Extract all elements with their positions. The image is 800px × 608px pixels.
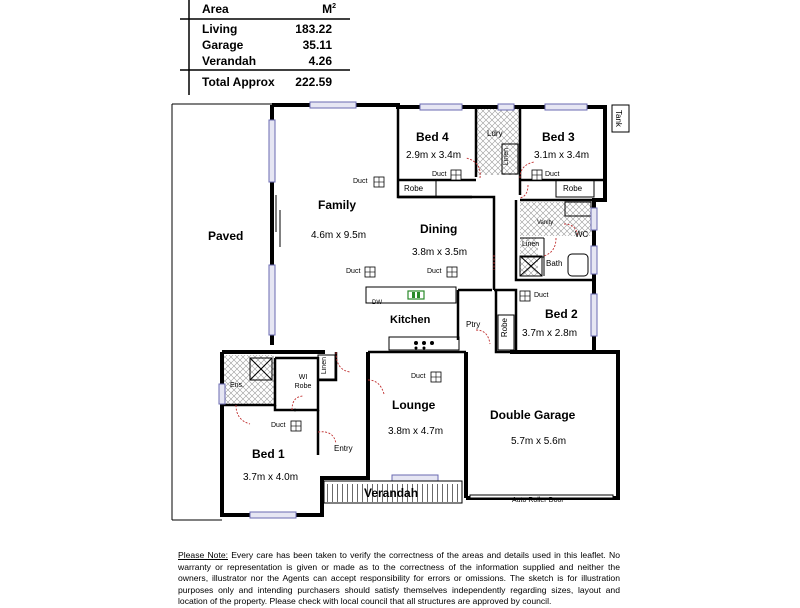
- area-row-value: 4.26: [308, 54, 332, 68]
- area-row-value: 183.22: [295, 22, 332, 36]
- area-header-label: Area: [202, 2, 229, 16]
- bed1-name: Bed 1: [252, 447, 285, 461]
- bed4-name: Bed 4: [416, 130, 449, 144]
- duct-label: Duct: [353, 178, 368, 185]
- ens-label: Ens.: [230, 382, 245, 389]
- wi-robe-label: WI Robe: [294, 374, 312, 390]
- bed3-name: Bed 3: [542, 130, 575, 144]
- area-total-label: Total Approx: [202, 75, 275, 89]
- bed2-name: Bed 2: [545, 307, 578, 321]
- dw-label: DW: [372, 300, 382, 306]
- area-row-label: Living: [202, 22, 238, 36]
- duct-label: Duct: [534, 292, 549, 299]
- lounge-size: 3.8m x 4.7m: [388, 426, 444, 437]
- wc-label: WC: [575, 230, 589, 239]
- disclaimer: [178, 550, 620, 608]
- lounge-name: Lounge: [392, 398, 436, 412]
- area-row-value: 35.11: [302, 38, 332, 52]
- robe-label-bed2: Robe: [500, 318, 509, 338]
- duct-label: Duct: [432, 171, 447, 178]
- dining-name: Dining: [420, 222, 458, 236]
- linen-label-entry: Linen: [321, 357, 328, 375]
- bed2-size: 3.7m x 2.8m: [522, 328, 578, 339]
- linen-label-ldry: Linen: [503, 148, 510, 166]
- paved-label: Paved: [208, 229, 244, 243]
- area-total-value: 222.59: [295, 75, 332, 89]
- vanity-label: Vanity: [537, 220, 554, 226]
- duct-label: Duct: [346, 268, 361, 275]
- robe-label-bed4: Robe: [404, 184, 424, 193]
- fixture-lines: [250, 105, 629, 498]
- area-header-unit-sup: 2: [332, 3, 336, 10]
- bed4-size: 2.9m x 3.4m: [406, 150, 462, 161]
- duct-label: Duct: [545, 171, 560, 178]
- family-name: Family: [318, 198, 357, 212]
- disclaimer-text: Every care has been taken to verify the correctness of the areas and details used in this leaflet. No warranty or representation is given or made as to the correctness of the information supplied and neither the owners, illustrator nor the Agents can accept responsibility for errors or omissions. The sketch is for illustration purposes only and intending purchasers should satisfy themselves independently regarding sizes, layout and location of the property. Please check with local council that all structures are approved by council.: [178, 550, 620, 607]
- linen-label-bath: Linen: [522, 241, 540, 248]
- garage-size: 5.7m x 5.6m: [511, 436, 567, 447]
- duct-label: Duct: [427, 268, 442, 275]
- duct-label: Duct: [271, 422, 286, 429]
- bed3-size: 3.1m x 3.4m: [534, 150, 590, 161]
- verandah-label: Verandah: [364, 486, 419, 500]
- dining-size: 3.8m x 3.5m: [412, 247, 468, 258]
- ptry-label: Ptry: [466, 320, 481, 329]
- kitchen-label: Kitchen: [390, 314, 431, 326]
- area-header-unit: M: [322, 2, 333, 16]
- bed1-size: 3.7m x 4.0m: [243, 472, 299, 483]
- robe-label-bed3: Robe: [563, 184, 583, 193]
- family-size: 4.6m x 9.5m: [311, 230, 367, 241]
- bath-label: Bath: [546, 259, 563, 268]
- garage-name: Double Garage: [490, 408, 576, 422]
- tank-label: Tank: [614, 110, 623, 127]
- disclaimer-heading: Please Note:: [178, 550, 228, 560]
- duct-label: Duct: [411, 373, 426, 380]
- area-row-label: Garage: [202, 38, 244, 52]
- area-row-label: Verandah: [202, 54, 257, 68]
- ldry-label: Ldry: [487, 129, 503, 138]
- roller-door-label: Auto Roller Door: [512, 497, 564, 504]
- entry-label: Entry: [334, 444, 353, 453]
- family-sliding-door: [276, 195, 280, 247]
